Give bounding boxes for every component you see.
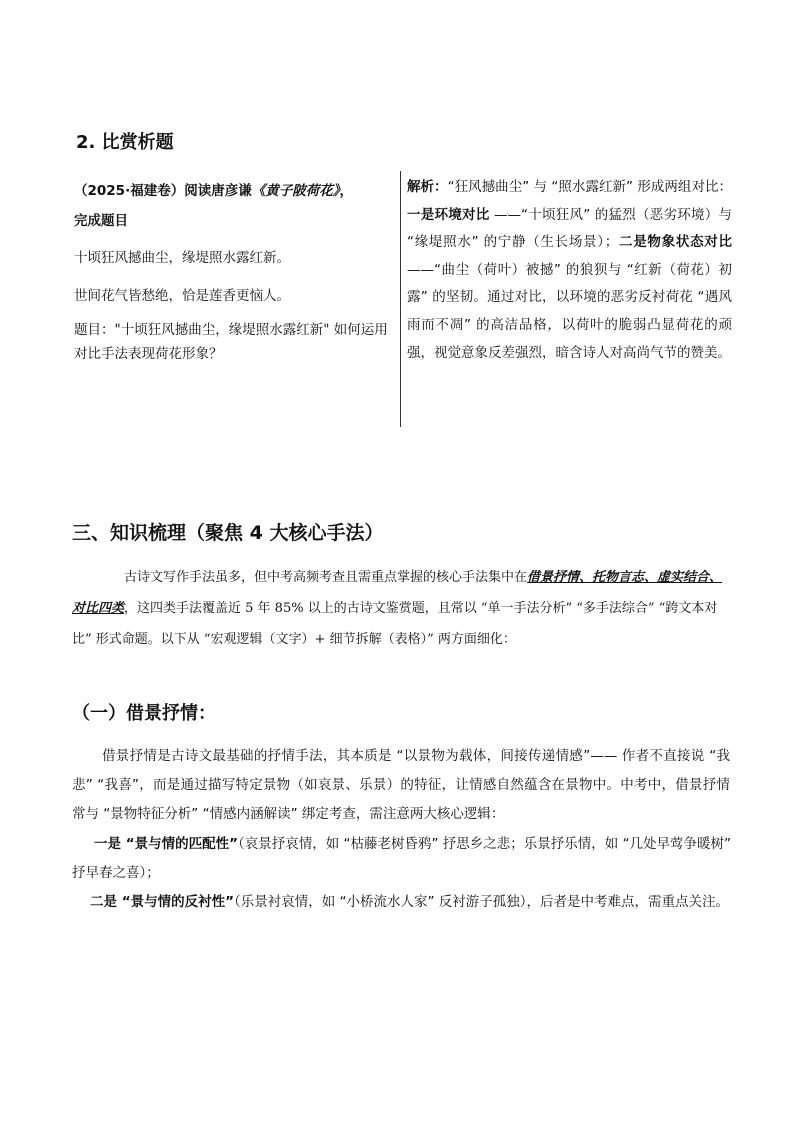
- analysis-column: 解析：“狂风撼曲尘” 与 “照水露红新” 形成两组对比：一是环境对比 ——“十顷狂风” 的猛烈（恶劣环境）与 “缘堤照水” 的宁静（生长场景）；二是物象状态对比 ——“曲尘（荷叶）被撼” 的狼狈与 “红新（荷花）初露” 的坚韧。通过对比，以环境的恶劣反衬荷花 “遇风雨而不凋” 的高洁品格，以荷叶的脆弱凸显荷花的顽强，视觉意象反差强烈，暗含诗人对高尚气节的赞美。: [407, 179, 733, 361]
- logic-point-1: 一是 “景与情的匹配性”（哀景抒哀情，如 “枯藤老树昏鸦” 抒思乡之悲；乐景抒乐情，如 “几处早莺争暖树” 抒早春之喜）；: [72, 836, 732, 881]
- question-column: [74, 176, 392, 366]
- subsection-1-title: （一）借景抒情：: [72, 703, 216, 724]
- poem-title: 《黄子陂荷花》: [251, 183, 340, 199]
- section-3-title: 三、知识梳理（聚焦 4 大核心手法）: [72, 522, 384, 544]
- analysis-point-2: 二是物象状态对比: [618, 234, 733, 251]
- intro-paragraph: 古诗文写作手法虽多，但中考高频考查且需重点掌握的核心手法集中在借景抒情、托物言志、虚实结合、对比四类，这四类手法覆盖近 5 年 85% 以上的古诗文鉴赏题，且常以 “单一手法分析” “多手法综合” “跨文本对比” 形式命题。以下从 “宏观逻辑（文字）+ 细节拆解（表格）” 两方面细化：: [72, 570, 723, 647]
- poem-line-2: 世间花气皆愁绝，恰是莲香更恼人。: [74, 288, 290, 304]
- column-divider: [400, 171, 401, 427]
- question-source-line2: 完成题目: [74, 213, 128, 229]
- logic-point-2: 二是 “景与情的反衬性”（乐景衬哀情，如 “小桥流水人家” 反衬游子孤独），后者是中考难点，需重点关注。: [90, 894, 730, 910]
- question-source: （2025·福建卷）阅读唐彦谦《黄子陂荷花》， 完成题目: [74, 183, 353, 229]
- poem-line-1: 十顷狂风撼曲尘，缘堤照水露红新。: [74, 250, 290, 266]
- section-2-title: 2. 比赏析题: [76, 132, 174, 153]
- analysis-point-1: 一是环境对比: [407, 206, 490, 223]
- question-text: 题目："十顷狂风撼曲尘，缘堤照水露红新" 如何运用对比手法表现荷花形象？: [74, 322, 388, 362]
- analysis-label: 解析：: [407, 179, 448, 195]
- technique-paragraph: 借景抒情是古诗文最基础的抒情手法，其本质是 “以景物为载体，间接传递情感”—— 作者不直接说 “我悲” “我喜”，而是通过描写特定景物（如哀景、乐景）的特征，让情感自然蕴含在景物中。中考中，借景抒情常与 “景物特征分析” “情感内涵解读” 绑定考查，需注意两大核心逻辑：: [72, 748, 730, 822]
- key-techniques: 借景抒情、托物言志、虚实结合、对比四类: [72, 570, 723, 616]
